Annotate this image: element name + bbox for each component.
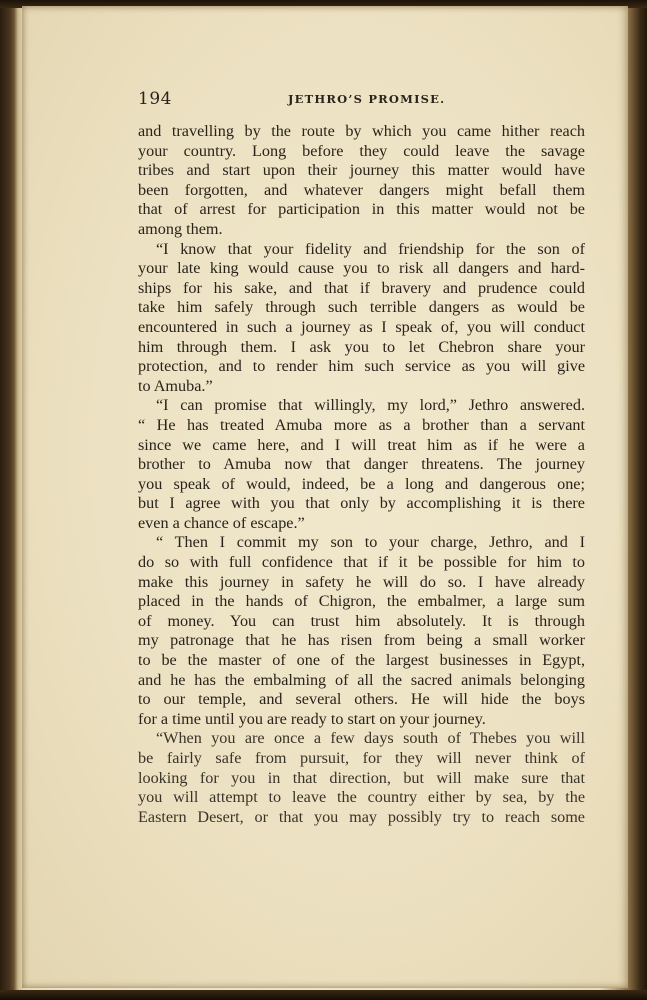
text-line: your late king would cause you to risk all dangers and hard-: [138, 259, 585, 278]
text-line: “ Then I commit my son to your charge, Jethro, and I: [156, 533, 585, 552]
text-line: been forgotten, and whatever dangers might befall them: [138, 180, 585, 199]
text-line: my patronage that he has risen from being a small worker: [138, 631, 585, 650]
text-line: among them.: [138, 219, 223, 238]
text-line: looking for you in that direction, but will make sure that: [138, 768, 585, 787]
body-text: [138, 122, 585, 827]
text-line: him through them. I ask you to let Chebron share your: [138, 337, 585, 356]
text-line: your country. Long before they could leave the savage: [138, 141, 585, 160]
text-line: and he has the embalming of all the sacred animals belonging: [138, 670, 585, 689]
text-line: of money. You can trust him absolutely. It is through: [138, 611, 585, 630]
text-line: make this journey in safety he will do so. I have already: [138, 572, 585, 591]
text-line: ships for his sake, and that if bravery and prudence could: [138, 278, 585, 297]
text-line: even a chance of escape.”: [138, 513, 305, 532]
text-line: brother to Amuba now that danger threatens. The journey: [138, 455, 585, 474]
text-line: that of arrest for participation in this matter would not be: [138, 200, 585, 219]
text-line: protection, and to render him such service as you will give: [138, 357, 585, 376]
text-line: to Amuba.”: [138, 376, 213, 395]
text-line: but I agree with you that only by accomplishing it is there: [138, 494, 585, 513]
text-line: to be the master of one of the largest businesses in Egypt,: [138, 651, 585, 670]
text-line: “I know that your fidelity and friendship for the son of: [156, 239, 585, 258]
text-line: “I can promise that willingly, my lord,” Jethro answered.: [156, 396, 585, 415]
page-header: [138, 89, 587, 109]
text-line: “ He has treated Amuba more as a brother than a servant: [138, 415, 585, 434]
text-line: to our temple, and several others. He will hide the boys: [138, 690, 585, 709]
text-line: be fairly safe from pursuit, for they will never think of: [138, 749, 585, 767]
text-line: and travelling by the route by which you came hither reach: [138, 122, 585, 140]
text-line: Eastern Desert, or that you may possibly try to reach some: [138, 807, 585, 826]
text-line: since we came here, and I will treat him as if he were a: [138, 435, 585, 454]
text-line: for a time until you are ready to start on your journey.: [138, 709, 486, 728]
book-edge-bottom: [0, 990, 647, 1000]
text-line: tribes and start upon their journey this matter would have: [138, 161, 585, 180]
text-line: encountered in such a journey as I speak of, you will conduct: [138, 317, 585, 336]
text-line: you will attempt to leave the country either by sea, by the: [138, 788, 585, 807]
text-line: do so with full confidence that if it be possible for him to: [138, 553, 585, 572]
text-line: “When you are once a few days south of Thebes you will: [156, 729, 585, 748]
running-head: JETHRO’S PROMISE.: [288, 92, 446, 106]
text-line: you speak of would, indeed, be a long and dangerous one;: [138, 474, 585, 493]
text-line: take him safely through such terrible dangers as would be: [138, 298, 585, 317]
text-line: placed in the hands of Chigron, the embalmer, a large sum: [138, 592, 585, 611]
page-number: 194: [138, 89, 172, 109]
